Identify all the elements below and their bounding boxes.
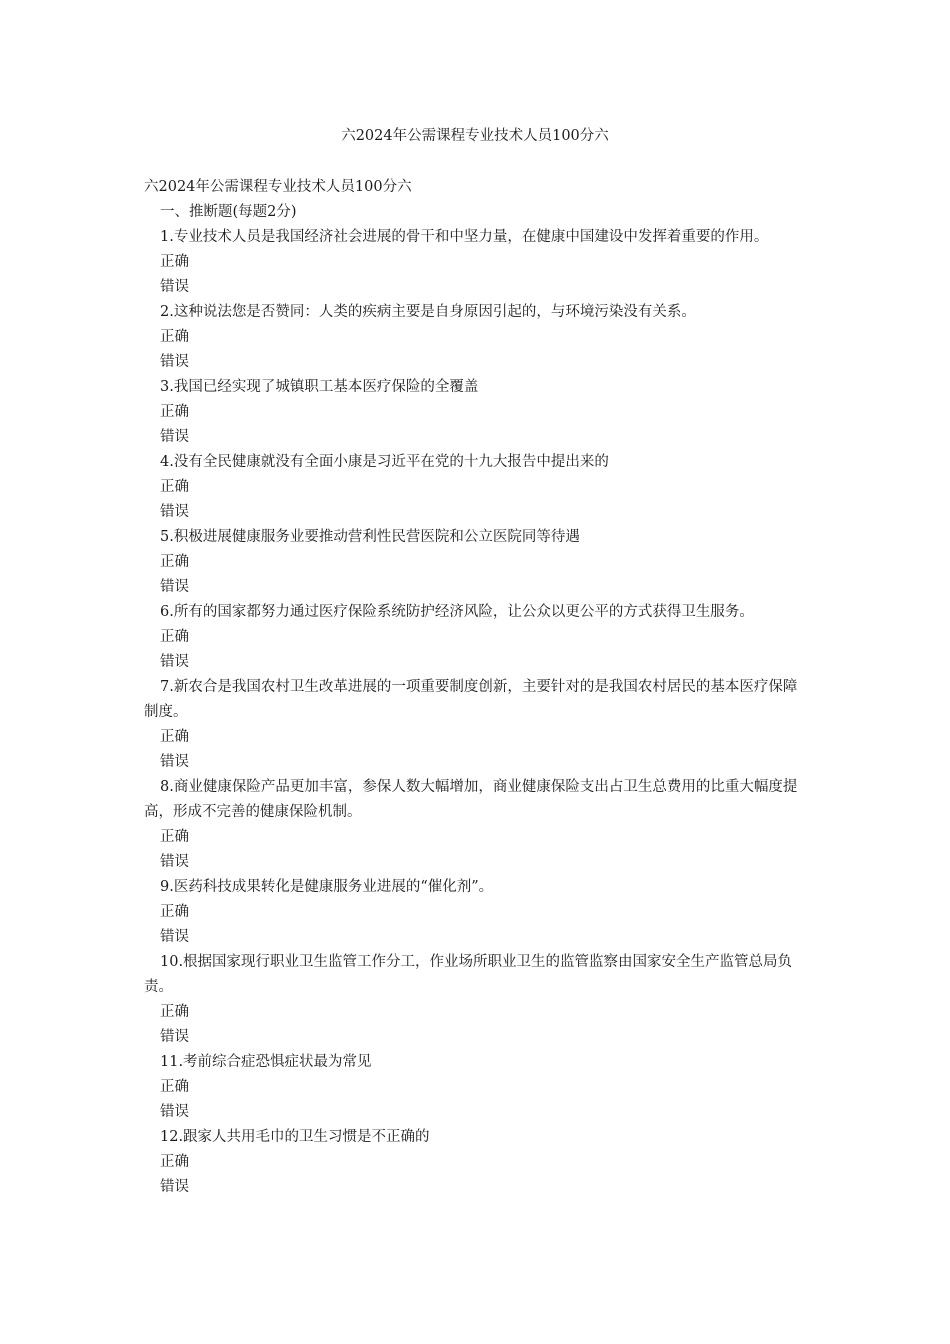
- question-4: [144, 450, 808, 525]
- option-correct: 正确: [160, 729, 189, 745]
- option-correct: 正确: [160, 329, 189, 345]
- option-correct: 正确: [160, 479, 189, 495]
- option-correct: 正确: [160, 1004, 189, 1020]
- question-text: 11.考前综合症恐惧症状最为常见: [160, 1054, 372, 1070]
- option-correct: 正确: [160, 1154, 189, 1170]
- option-correct: 正确: [160, 254, 189, 270]
- question-9: [144, 875, 808, 950]
- page-title: 六2024年公需课程专业技术人员100分六: [341, 128, 609, 144]
- option-correct: 正确: [160, 829, 189, 845]
- question-text: 10.根据国家现行职业卫生监管工作分工，作业场所职业卫生的监管监察由国家安全生产监管总局负责。: [144, 954, 793, 995]
- option-correct: 正确: [160, 1079, 189, 1095]
- option-wrong: 错误: [160, 1179, 189, 1195]
- option-wrong: 错误: [160, 854, 189, 870]
- question-3: [144, 375, 808, 450]
- question-text: 12.跟家人共用毛巾的卫生习惯是不正确的: [160, 1129, 430, 1145]
- option-correct: 正确: [160, 554, 189, 570]
- question-6: [144, 600, 808, 675]
- option-wrong: 错误: [160, 654, 189, 670]
- document-subtitle: 六2024年公需课程专业技术人员100分六: [144, 179, 412, 195]
- section-heading: 一、推断题(每题2分): [160, 204, 297, 220]
- question-text: 2.这种说法您是否赞同：人类的疾病主要是自身原因引起的，与环境污染没有关系。: [160, 304, 696, 320]
- question-8: [144, 775, 808, 875]
- question-12: [144, 1125, 808, 1200]
- option-wrong: 错误: [160, 504, 189, 520]
- option-correct: 正确: [160, 404, 189, 420]
- question-text: 3.我国已经实现了城镇职工基本医疗保险的全覆盖: [160, 379, 479, 395]
- option-wrong: 错误: [160, 754, 189, 770]
- question-text: 1.专业技术人员是我国经济社会进展的骨干和中坚力量，在健康中国建设中发挥着重要的作用。: [160, 229, 769, 245]
- question-text: 9.医药科技成果转化是健康服务业进展的“催化剂”。: [160, 879, 494, 895]
- question-7: [144, 675, 808, 775]
- option-correct: 正确: [160, 904, 189, 920]
- question-2: [144, 300, 808, 375]
- question-text: 5.积极进展健康服务业要推动营利性民营医院和公立医院同等待遇: [160, 529, 580, 545]
- option-wrong: 错误: [160, 1029, 189, 1045]
- question-text: 8.商业健康保险产品更加丰富，参保人数大幅增加，商业健康保险支出占卫生总费用的比重大幅度提高，形成不完善的健康保险机制。: [144, 779, 798, 820]
- option-wrong: 错误: [160, 354, 189, 370]
- question-11: [144, 1050, 808, 1125]
- question-10: [144, 950, 808, 1050]
- question-text: 4.没有全民健康就没有全面小康是习近平在党的十九大报告中提出来的: [160, 454, 609, 470]
- option-wrong: 错误: [160, 579, 189, 595]
- option-wrong: 错误: [160, 1104, 189, 1120]
- option-wrong: 错误: [160, 929, 189, 945]
- document-body: [144, 175, 808, 1200]
- question-text: 6.所有的国家都努力通过医疗保险系统防护经济风险，让公众以更公平的方式获得卫生服务。: [160, 604, 754, 620]
- question-1: [144, 225, 808, 300]
- option-correct: 正确: [160, 629, 189, 645]
- option-wrong: 错误: [160, 429, 189, 445]
- option-wrong: 错误: [160, 279, 189, 295]
- question-text: 7.新农合是我国农村卫生改革进展的一项重要制度创新，主要针对的是我国农村居民的基本医疗保障制度。: [144, 679, 798, 720]
- question-5: [144, 525, 808, 600]
